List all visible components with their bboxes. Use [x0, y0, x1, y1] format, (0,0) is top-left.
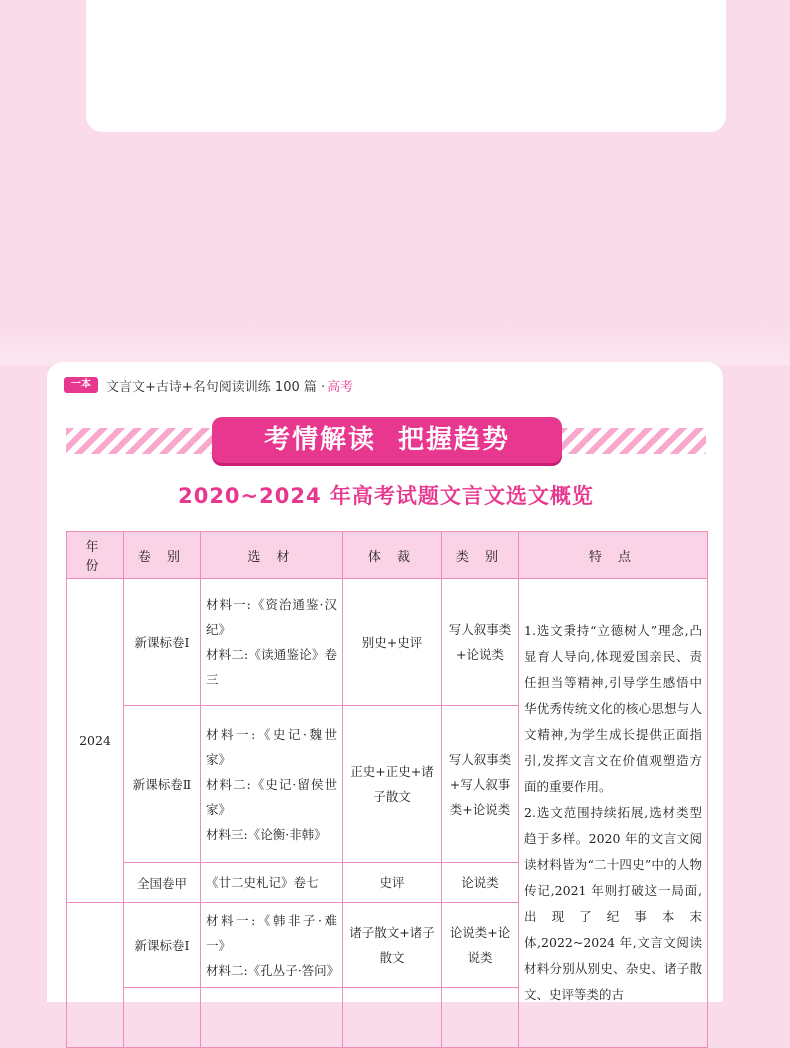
category-cell: 写人叙事类+写人叙事类+论说类	[442, 706, 519, 863]
book-title: 文言文+古诗+名句阅读训练 100 篇 ·	[106, 379, 326, 395]
table-title: 2020~2024 年高考试题文言文选文概览	[178, 484, 594, 508]
decor-stripes-left	[66, 428, 216, 454]
edition-label: 高考	[327, 379, 354, 395]
paper-cell: 新课标卷Ⅰ	[124, 579, 201, 706]
feature-point-1: 1.选文秉持“立德树人”理念,凸显育人导向,体现爱国亲民、责任担当等精神,引导学生感悟中华优秀传统文化的核心思想与人文精神,为学生成长提供正面指引,发挥文言文在价值观塑造方面的重要作用。	[524, 623, 702, 794]
header-material: 选 材	[201, 532, 343, 579]
paper-cell: 新课标卷Ⅱ	[124, 706, 201, 863]
decor-stripes-right	[560, 428, 706, 454]
material-cell: 《廿二史札记》卷七	[201, 863, 343, 903]
genre-cell: 正史+正史+诸子散文	[343, 706, 442, 863]
material-cell: 材料一:《韩非子·难一》 材料二:《孔丛子·答问》	[201, 903, 343, 988]
material-cell: 材料一:《史记·魏世家》 材料二:《史记·留侯世家》 材料三:《论衡·非韩》	[201, 706, 343, 863]
table-row	[67, 579, 708, 706]
genre-cell: 诸子散文+诸子散文	[343, 903, 442, 988]
genre-cell-empty	[343, 988, 442, 1048]
header-genre: 体 裁	[343, 532, 442, 579]
table-header-row	[67, 532, 708, 579]
header-year: 年 份	[67, 532, 124, 579]
header-category: 类 别	[442, 532, 519, 579]
brand-logo: 一本	[64, 377, 98, 393]
paper-cell: 新课标卷Ⅰ	[124, 903, 201, 988]
genre-cell: 史评	[343, 863, 442, 903]
overview-table	[66, 531, 708, 1048]
year-cell-empty	[67, 903, 124, 1048]
category-cell: 论说类	[442, 863, 519, 903]
year-cell: 2024	[67, 579, 124, 903]
feature-point-2: 2.选文范围持续拓展,选材类型趋于多样。2020 年的文言文阅读材料皆为“二十四史”中的人物传记,2021 年则打破这一局面,出现了纪事本末体,2022~2024 年,文言文阅读材料分别从别史、杂史、诸子散文、史评等类的古	[524, 805, 702, 1002]
header-features: 特 点	[519, 532, 708, 579]
page-gap	[0, 320, 790, 365]
genre-cell: 别史+史评	[343, 579, 442, 706]
paper-cell: 全国卷甲	[124, 863, 201, 903]
previous-page-panel	[86, 0, 726, 132]
page-header	[64, 375, 353, 395]
category-cell-empty	[442, 988, 519, 1048]
category-cell: 写人叙事类+论说类	[442, 579, 519, 706]
features-cell	[519, 579, 708, 1048]
header-paper: 卷 别	[124, 532, 201, 579]
material-cell: 材料一:《资治通鉴·汉纪》 材料二:《读通鉴论》卷三	[201, 579, 343, 706]
paper-cell-empty	[124, 988, 201, 1048]
category-cell: 论说类+论说类	[442, 903, 519, 988]
section-banner: 考情解读 把握趋势	[212, 417, 562, 463]
material-cell-empty	[201, 988, 343, 1048]
